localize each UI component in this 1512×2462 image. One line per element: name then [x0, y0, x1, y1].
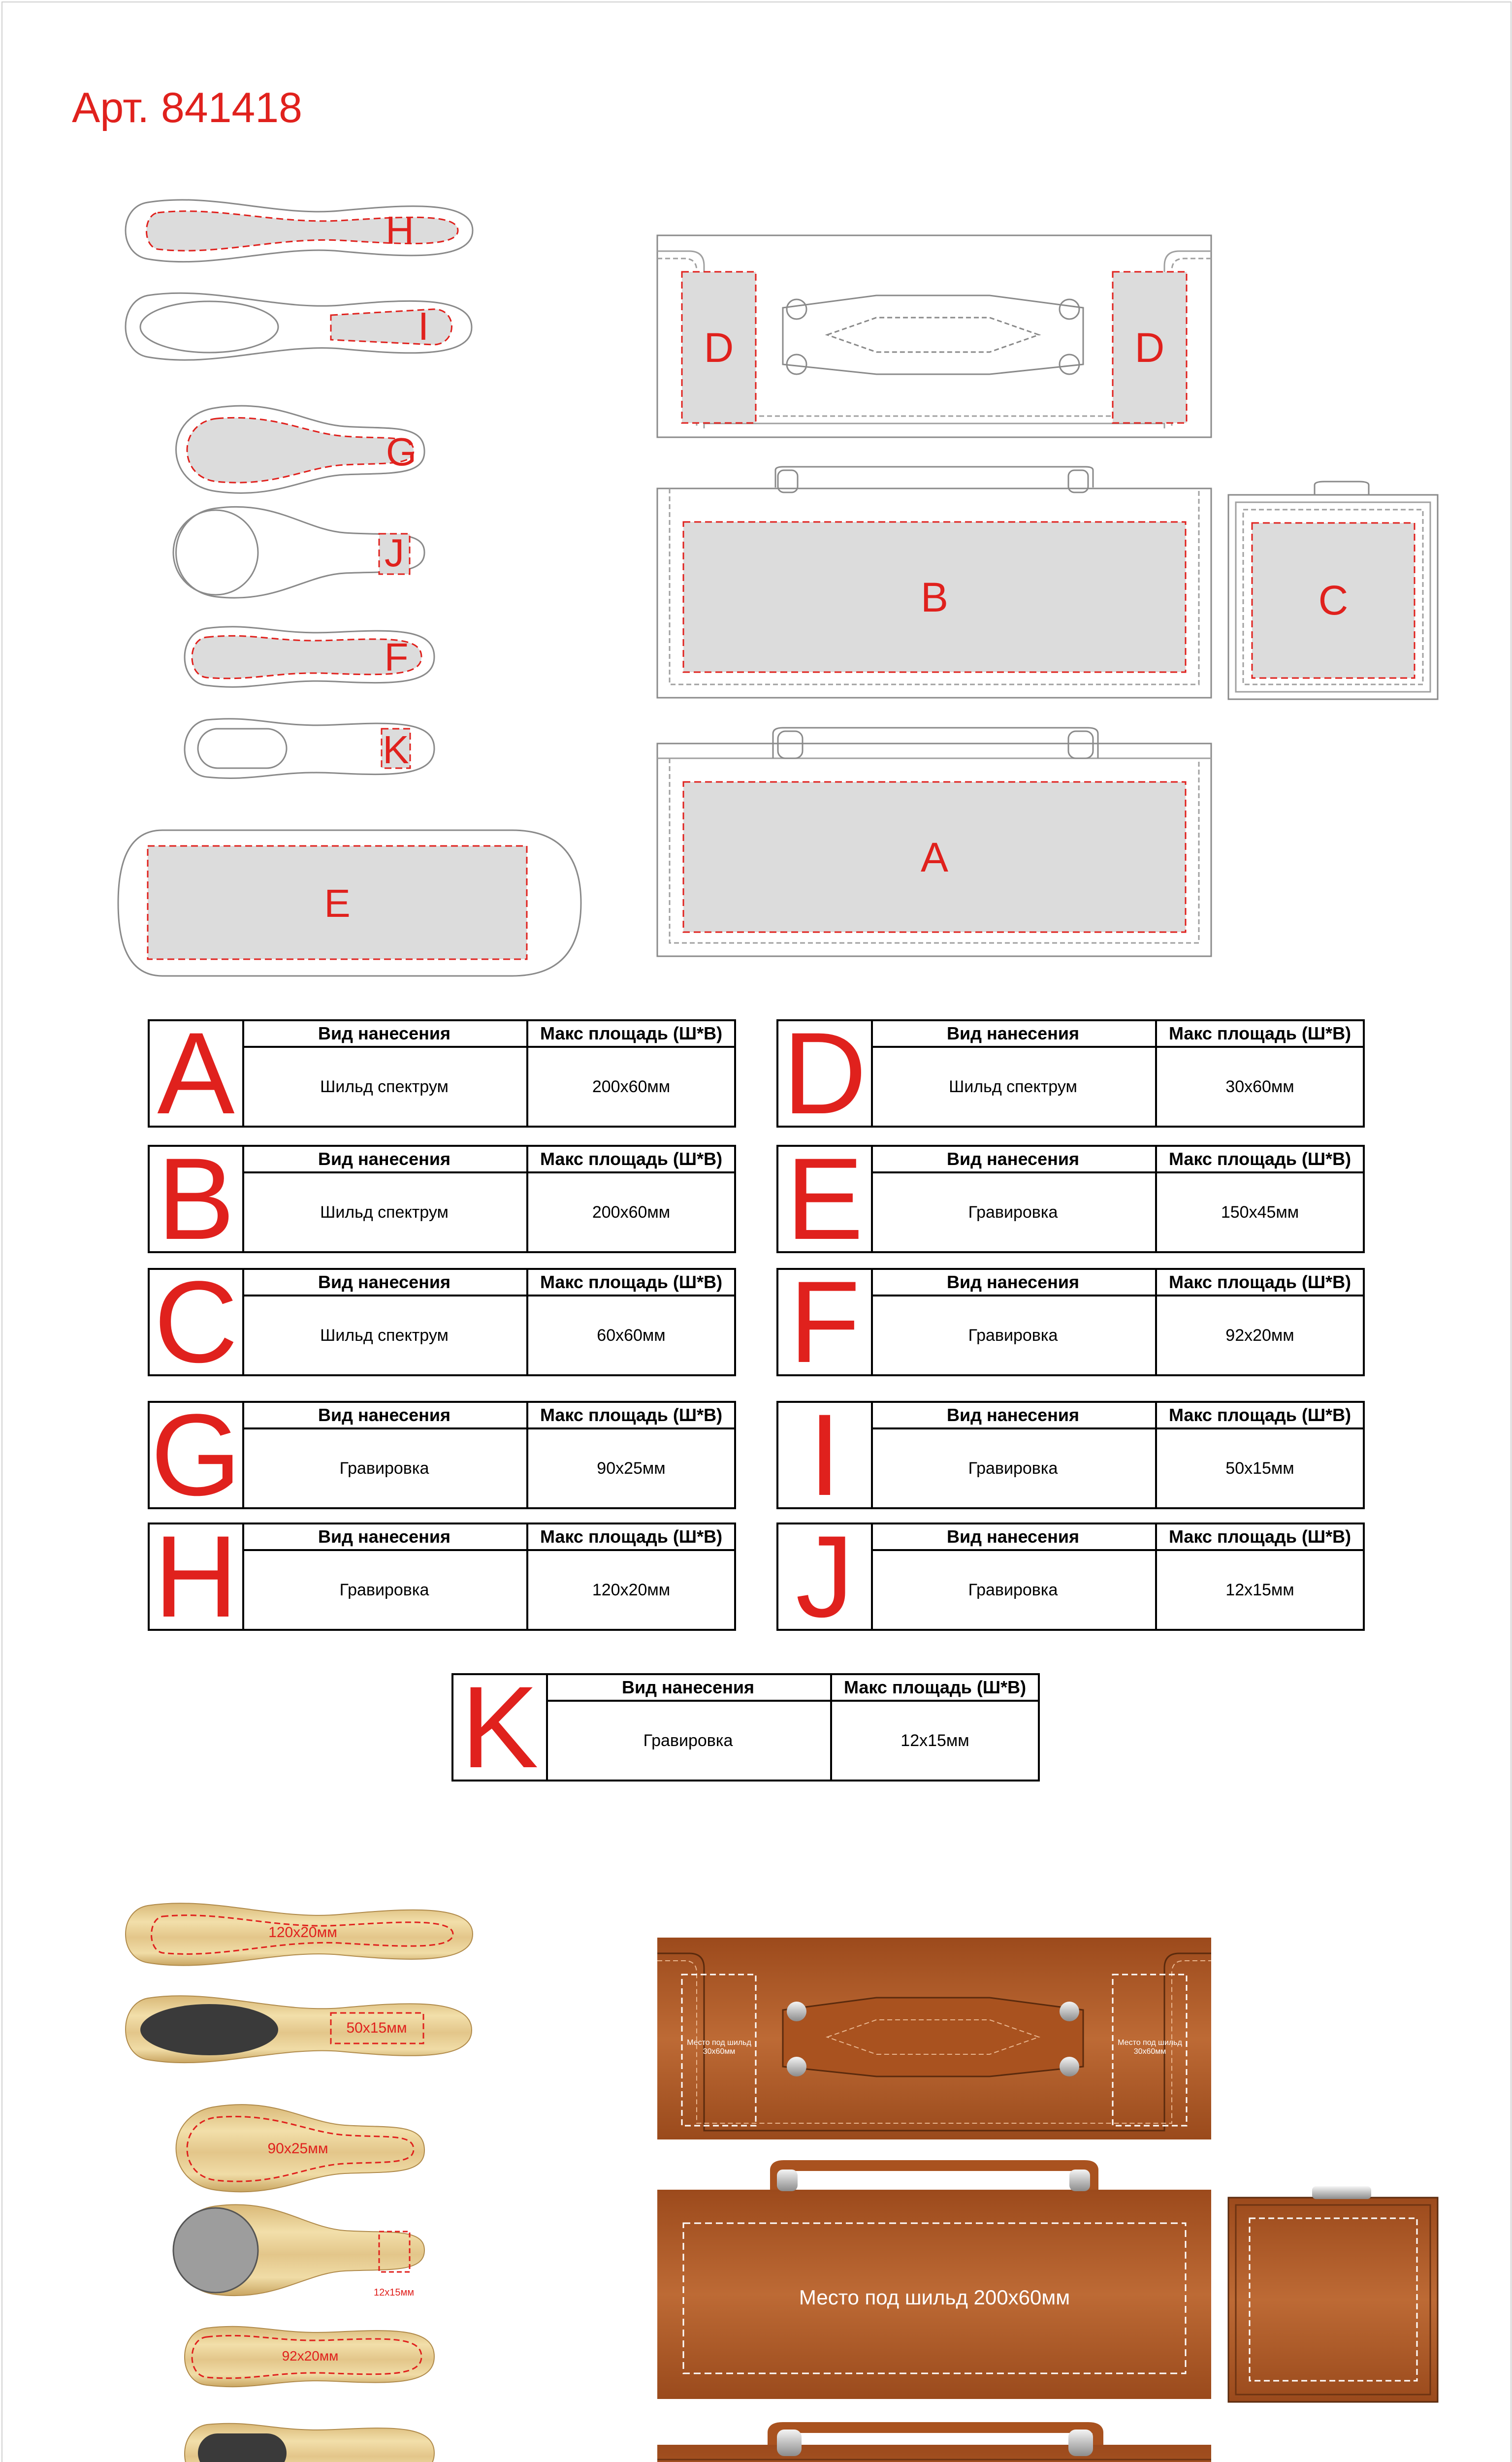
- spec-table-j: [776, 1512, 1365, 1642]
- brush-j-bristle-outline: [173, 510, 258, 595]
- color-case-side: [1228, 2198, 1438, 2402]
- spec-letter: F: [778, 1270, 873, 1374]
- spec-letter: B: [150, 1147, 244, 1251]
- spec-area-header: Макс площадь (Ш*В): [1155, 1524, 1363, 1551]
- spec-area: 60х60мм: [526, 1296, 734, 1374]
- spec-table-h: [148, 1512, 736, 1642]
- spec-area-header: Макс площадь (Ш*В): [526, 1524, 734, 1551]
- zone-label-g: G: [386, 430, 417, 474]
- spec-method: Шильд спектрум: [320, 1326, 449, 1345]
- zone-label-h: H: [386, 208, 414, 252]
- spec-method: Гравировка: [968, 1580, 1058, 1599]
- spec-table-i: [776, 1390, 1365, 1520]
- spec-table-b: [148, 1134, 736, 1264]
- spec-method: Гравировка: [968, 1326, 1058, 1345]
- spec-area: 150х45мм: [1155, 1173, 1363, 1251]
- brush-k-bristle-outline: [198, 729, 287, 768]
- color-mockups: [0, 1871, 1512, 2462]
- outline-drawings-svg: [0, 0, 1512, 985]
- spec-method-header: Вид нанесения: [871, 1524, 1155, 1551]
- spec-method-header: Вид нанесения: [871, 1021, 1155, 1048]
- mock-label-j: 12х15мм: [374, 2287, 414, 2298]
- spec-method: Шильд спектрум: [949, 1077, 1077, 1096]
- spec-letter: J: [778, 1524, 873, 1629]
- spec-table-f: [776, 1257, 1365, 1387]
- spec-area-header: Макс площадь (Ш*В): [830, 1675, 1038, 1702]
- spec-area: 50х15мм: [1155, 1429, 1363, 1507]
- mock-label-d-left: Место под шильд 30х60мм: [687, 2039, 751, 2056]
- spec-area: 92х20мм: [1155, 1296, 1363, 1374]
- case-front-handle: [775, 467, 1093, 487]
- spec-letter: A: [150, 1021, 244, 1126]
- zone-label-a: A: [920, 834, 949, 880]
- zone-label-e: E: [324, 881, 351, 925]
- spec-area-header: Макс площадь (Ш*В): [1155, 1147, 1363, 1173]
- spec-method: Шильд спектрум: [320, 1202, 449, 1222]
- spec-table-d: [776, 1008, 1365, 1138]
- color-brush-i-bristle: [140, 2004, 278, 2055]
- outline-drawings: [0, 0, 1512, 985]
- spec-area: 120х20мм: [526, 1551, 734, 1629]
- zone-i: [331, 309, 452, 345]
- spec-area-header: Макс площадь (Ш*В): [526, 1270, 734, 1296]
- color-brush-k-bristle: [198, 2433, 287, 2462]
- mock-label-h: 120х20мм: [268, 1924, 337, 1941]
- spec-area-header: Макс площадь (Ш*В): [526, 1021, 734, 1048]
- zone-label-j: J: [385, 531, 404, 575]
- zone-label-d-right: D: [1134, 324, 1165, 371]
- spec-area-header: Макс площадь (Ш*В): [526, 1147, 734, 1173]
- spec-method: Гравировка: [968, 1458, 1058, 1478]
- spec-method: Гравировка: [643, 1731, 733, 1750]
- mock-label-f: 92х20мм: [282, 2348, 339, 2364]
- spec-table-k: [451, 1662, 1040, 1792]
- spec-method-header: Вид нанесения: [242, 1270, 526, 1296]
- spec-area: 200х60мм: [526, 1173, 734, 1251]
- spec-table-c: [148, 1257, 736, 1387]
- spec-letter: D: [778, 1021, 873, 1126]
- spec-letter: K: [453, 1675, 548, 1780]
- spec-table-e: [776, 1134, 1365, 1264]
- mock-label-g: 90х25мм: [267, 2140, 328, 2157]
- spec-method-header: Вид нанесения: [242, 1403, 526, 1429]
- mock-label-d-right: Место под шильд 30х60мм: [1118, 2039, 1182, 2056]
- zone-label-b: B: [920, 574, 949, 620]
- spec-method: Гравировка: [968, 1202, 1058, 1222]
- spec-method: Гравировка: [339, 1580, 429, 1599]
- zone-label-c: C: [1318, 577, 1349, 623]
- spec-letter: E: [778, 1147, 873, 1251]
- zone-label-d-left: D: [704, 324, 734, 371]
- spec-table-a: [148, 1008, 736, 1138]
- spec-method-header: Вид нанесения: [871, 1403, 1155, 1429]
- mock-label-b: Место под шильд 200х60мм: [799, 2286, 1070, 2309]
- mock-label-i: 50х15мм: [346, 2020, 407, 2036]
- spec-area: 12х15мм: [1155, 1551, 1363, 1629]
- spec-letter: H: [150, 1524, 244, 1629]
- spec-method-header: Вид нанесения: [871, 1147, 1155, 1173]
- spec-area-header: Макс площадь (Ш*В): [1155, 1021, 1363, 1048]
- spec-method-header: Вид нанесения: [242, 1021, 526, 1048]
- spec-method-header: Вид нанесения: [242, 1147, 526, 1173]
- spec-area: 90х25мм: [526, 1429, 734, 1507]
- spec-method-header: Вид нанесения: [242, 1524, 526, 1551]
- spec-area: 200х60мм: [526, 1048, 734, 1126]
- spec-method-header: Вид нанесения: [871, 1270, 1155, 1296]
- spec-area-header: Макс площадь (Ш*В): [1155, 1403, 1363, 1429]
- zone-label-i: I: [418, 304, 429, 348]
- brush-i-bristle-outline: [140, 301, 278, 353]
- spec-method: Шильд спектрум: [320, 1077, 449, 1096]
- spec-method-header: Вид нанесения: [546, 1675, 830, 1702]
- spec-area-header: Макс площадь (Ш*В): [526, 1403, 734, 1429]
- spec-method: Гравировка: [339, 1458, 429, 1478]
- spec-area-header: Макс площадь (Ш*В): [1155, 1270, 1363, 1296]
- zone-label-f: F: [384, 635, 409, 679]
- spec-letter: C: [150, 1270, 244, 1374]
- color-brush-j-bristle: [173, 2208, 258, 2293]
- spec-area: 30х60мм: [1155, 1048, 1363, 1126]
- zone-label-k: K: [383, 728, 409, 772]
- spec-letter: G: [150, 1403, 244, 1507]
- article-title: Арт. 841418: [72, 84, 302, 131]
- color-mockups-svg: [0, 1871, 1512, 2462]
- spec-letter: I: [778, 1403, 873, 1507]
- spec-table-g: [148, 1390, 736, 1520]
- spec-area: 12х15мм: [830, 1702, 1038, 1780]
